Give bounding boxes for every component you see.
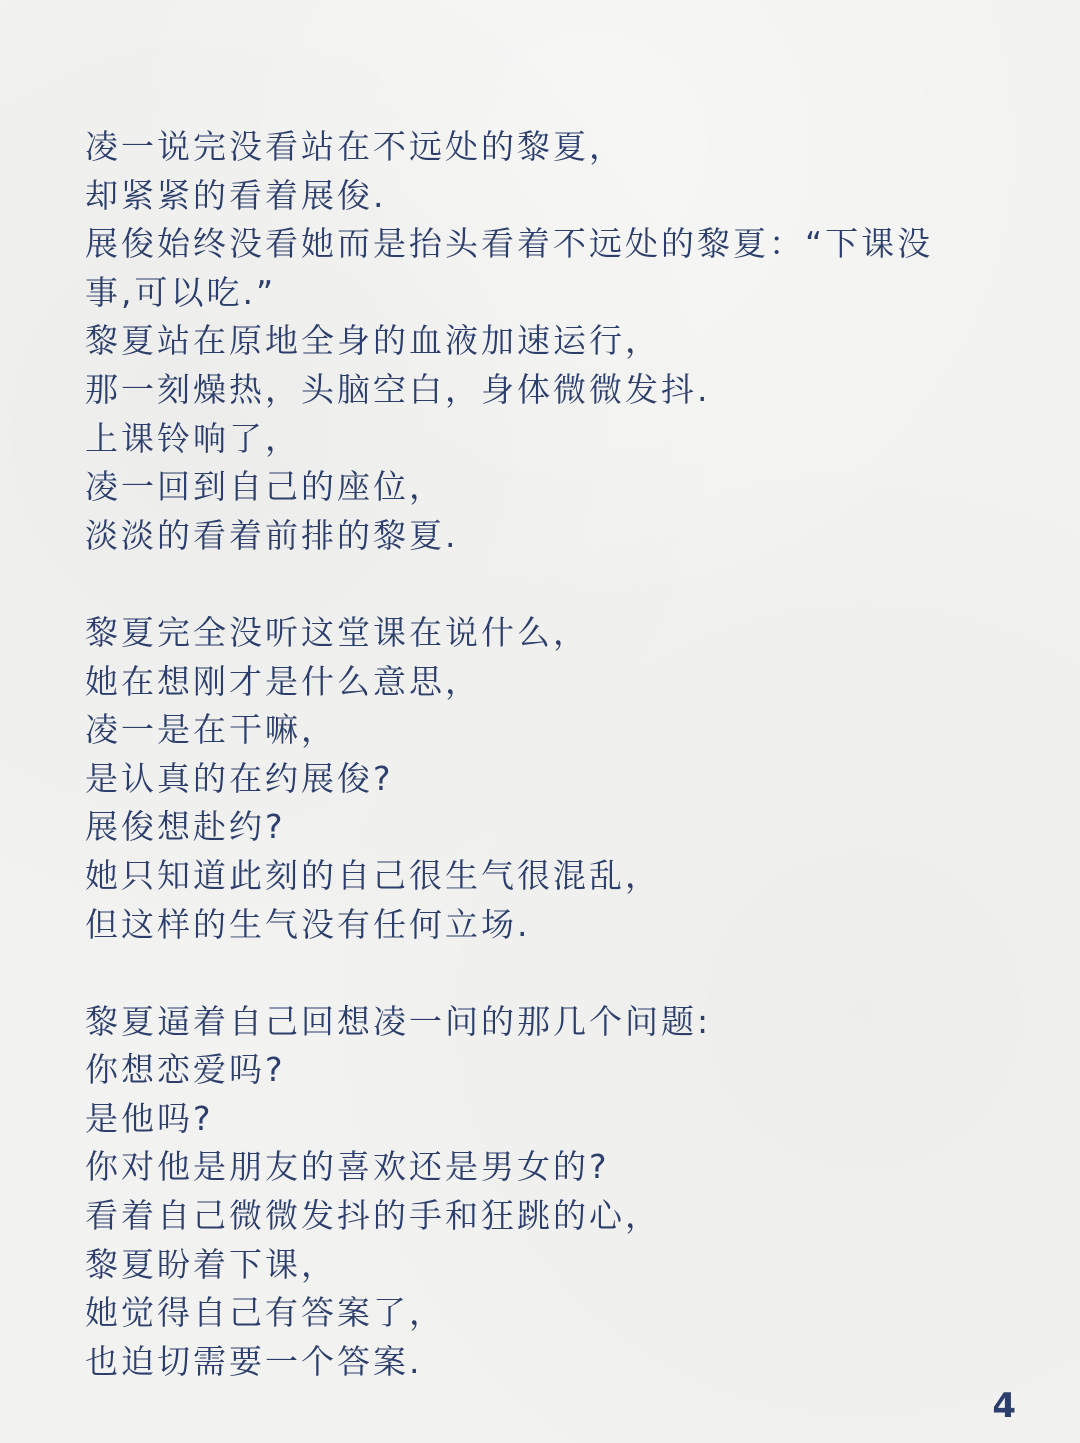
text-line: 展俊想赴约? xyxy=(85,807,286,847)
text-line: 她觉得自己有答案了， xyxy=(85,1293,445,1333)
text-line: 展俊始终没看她而是抬头看着不远处的黎夏：“下课没 xyxy=(85,224,934,264)
text-line: 却紧紧的看着展俊. xyxy=(85,175,387,215)
text-line: 你想恋爱吗? xyxy=(85,1050,286,1090)
text-line: 但这样的生气没有任何立场. xyxy=(85,904,531,944)
story-text xyxy=(85,123,1015,1386)
text-line: 她只知道此刻的自己很生气很混乱， xyxy=(85,855,661,895)
text-line: 是认真的在约展俊? xyxy=(85,758,394,798)
page-number: 4 xyxy=(992,1386,1016,1426)
text-line: 上课铃响了， xyxy=(85,418,301,458)
text-line: 凌一回到自己的座位， xyxy=(85,467,445,507)
text-line: 黎夏盼着下课， xyxy=(85,1244,337,1284)
text-line: 你对他是朋友的喜欢还是男女的? xyxy=(85,1147,610,1187)
text-line: 黎夏完全没听这堂课在说什么， xyxy=(85,612,589,652)
text-line: 看着自己微微发抖的手和狂跳的心， xyxy=(85,1196,661,1236)
text-line: 黎夏逼着自己回想凌一问的那几个问题: xyxy=(85,1001,712,1041)
text-line: 凌一是在干嘛， xyxy=(85,710,337,750)
text-line: 黎夏站在原地全身的血液加速运行， xyxy=(85,321,661,361)
blank-line xyxy=(85,949,1015,998)
text-line: 她在想刚才是什么意思， xyxy=(85,661,481,701)
blank-line xyxy=(85,560,1015,609)
text-line: 事,可以吃.” xyxy=(85,272,277,312)
text-line: 是他吗? xyxy=(85,1098,214,1138)
text-line: 淡淡的看着前排的黎夏. xyxy=(85,515,459,555)
text-line: 凌一说完没看站在不远处的黎夏， xyxy=(85,127,625,166)
text-line: 也迫切需要一个答案. xyxy=(85,1341,423,1381)
text-line: 那一刻燥热，头脑空白，身体微微发抖. xyxy=(85,369,711,409)
